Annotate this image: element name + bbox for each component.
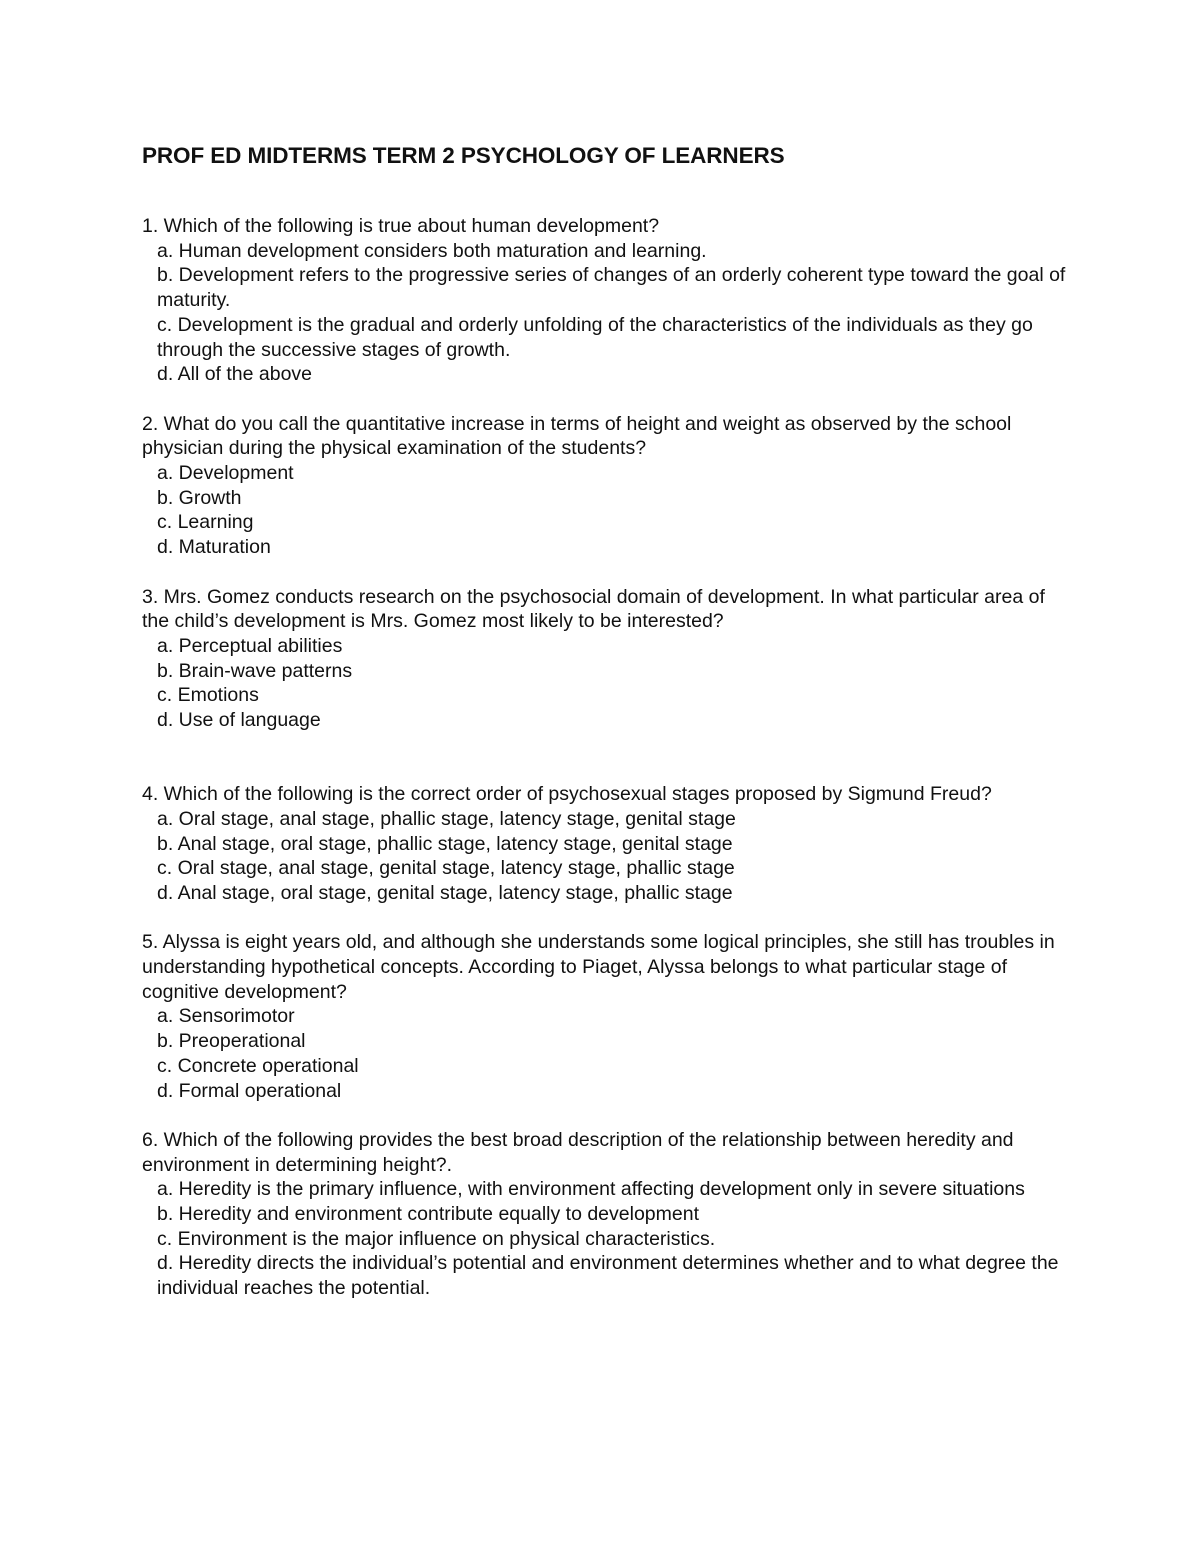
question-text: 1. Which of the following is true about human development? bbox=[142, 215, 660, 237]
answer-option: c. Environment is the major influence on physical characteristics. bbox=[157, 1227, 716, 1250]
spacer bbox=[142, 387, 1072, 412]
answer-option: c. Development is the gradual and orderly unfolding of the characteristics of the individuals as they go through the successive stages of growth. bbox=[157, 313, 1033, 361]
answer-option: d. All of the above bbox=[157, 363, 313, 386]
answer-option: a. Heredity is the primary influence, with environment affecting development only in severe situations bbox=[157, 1178, 1025, 1201]
answer-option: a. Development bbox=[157, 462, 294, 485]
answer-option: c. Emotions bbox=[157, 684, 259, 707]
answer-option: a. Oral stage, anal stage, phallic stage, latency stage, genital stage bbox=[157, 807, 736, 830]
answer-option: c. Oral stage, anal stage, genital stage, latency stage, phallic stage bbox=[157, 857, 735, 880]
document-title: PROF ED MIDTERMS TERM 2 PSYCHOLOGY OF LEARNERS bbox=[142, 143, 785, 168]
document-content bbox=[142, 140, 1072, 1301]
answer-option: b. Brain-wave patterns bbox=[157, 659, 353, 682]
answer-option: a. Perceptual abilities bbox=[157, 634, 343, 657]
answer-option: c. Concrete operational bbox=[157, 1054, 359, 1077]
question-3 bbox=[142, 585, 1072, 733]
question-text: 3. Mrs. Gomez conducts research on the psychosocial domain of development. In what particular area of the child’s development is Mrs. Gomez most likely to be interested? bbox=[142, 585, 1045, 633]
question-4 bbox=[142, 782, 1072, 906]
answer-option: a. Sensorimotor bbox=[157, 1005, 295, 1028]
answer-options bbox=[142, 807, 1072, 906]
question-text: 4. Which of the following is the correct order of psychosexual stages proposed by Sigmund Freud? bbox=[142, 783, 992, 806]
question-text: 5. Alyssa is eight years old, and although she understands some logical principles, she still has troubles in understanding hypothetical concepts. According to Piaget, Alyssa belongs to what particular stage of cognitive development? bbox=[142, 931, 1055, 1003]
answer-option: d. Use of language bbox=[157, 709, 321, 732]
spacer bbox=[142, 733, 1072, 782]
answer-options bbox=[142, 239, 1072, 387]
answer-option: b. Preoperational bbox=[157, 1030, 306, 1053]
answer-option: d. Heredity directs the individual’s potential and environment determines whether and to what degree the individual reaches the potential. bbox=[157, 1252, 1059, 1300]
answer-option: b. Anal stage, oral stage, phallic stage, latency stage, genital stage bbox=[157, 832, 733, 855]
question-text: 6. Which of the following provides the best broad description of the relationship between heredity and environment in determining height?. bbox=[142, 1128, 1014, 1176]
answer-options bbox=[142, 1177, 1072, 1301]
answer-options bbox=[142, 634, 1072, 733]
question-text: 2. What do you call the quantitative increase in terms of height and weight as observed by the school physician during the physical examination of the students? bbox=[142, 412, 1012, 460]
question-1 bbox=[142, 214, 1072, 387]
answer-option: d. Maturation bbox=[157, 536, 271, 559]
question-6 bbox=[142, 1128, 1072, 1301]
answer-option: b. Development refers to the progressive series of changes of an orderly coherent type toward the goal of maturity. bbox=[157, 264, 1066, 312]
spacer bbox=[142, 906, 1072, 931]
answer-options bbox=[142, 1004, 1072, 1103]
answer-option: d. Anal stage, oral stage, genital stage, latency stage, phallic stage bbox=[157, 881, 733, 904]
question-2 bbox=[142, 412, 1072, 560]
question-5 bbox=[142, 930, 1072, 1103]
spacer bbox=[142, 560, 1072, 585]
spacer bbox=[142, 1103, 1072, 1128]
answer-option: b. Heredity and environment contribute equally to development bbox=[157, 1203, 699, 1226]
answer-option: b. Growth bbox=[157, 486, 242, 509]
answer-options bbox=[142, 461, 1072, 560]
answer-option: a. Human development considers both maturation and learning. bbox=[157, 239, 707, 262]
answer-option: c. Learning bbox=[157, 511, 254, 534]
answer-option: d. Formal operational bbox=[157, 1079, 342, 1102]
